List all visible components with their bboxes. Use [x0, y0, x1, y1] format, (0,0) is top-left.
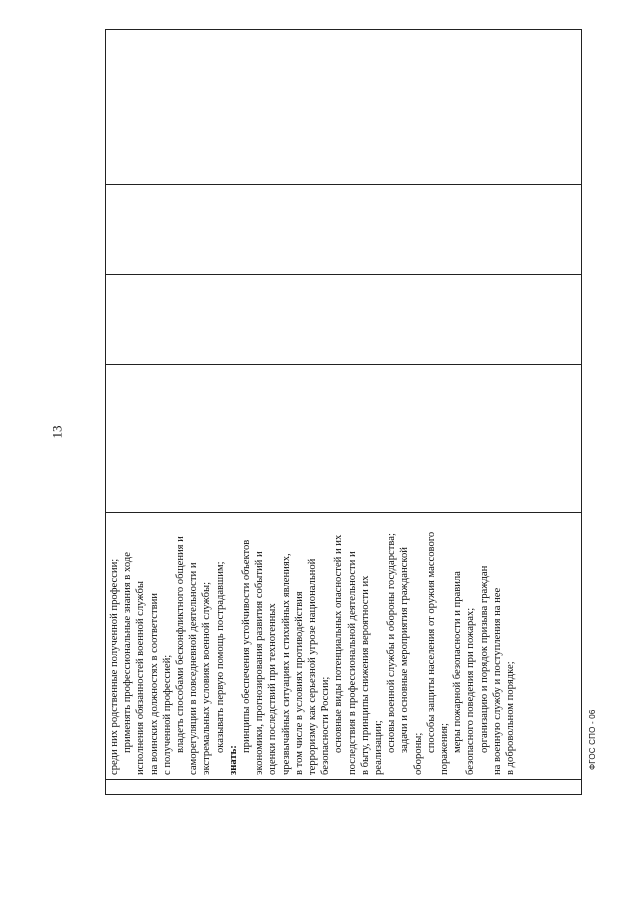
text-line: в том числе в условиях противодействия — [293, 591, 305, 775]
page-number: 13 — [49, 425, 65, 439]
table-row — [106, 30, 582, 795]
text-line: реализации; — [373, 720, 385, 775]
text-line: исполнения обязанностей военной службы — [135, 581, 147, 775]
skills-knowledge-cell — [106, 513, 582, 780]
text-line: основные виды потенциальных опасностей и их — [333, 534, 345, 753]
text-line: на воинских должностях в соответствии — [148, 593, 160, 775]
text-line: с полученной профессией; — [161, 654, 173, 775]
text-line: применять профессиональные знания в ходе — [122, 552, 134, 753]
skills-knowledge-text — [106, 513, 519, 779]
text-line: терроризму как серьезной угрозе национальной — [307, 558, 319, 775]
text-line: в добровольном порядке; — [505, 661, 517, 775]
text-line: последствия в профессиональной деятельности и — [346, 551, 358, 775]
text-line: способы защиты населения от оружия массового — [425, 531, 437, 753]
text-line: экономики, прогнозирования развития событий и — [254, 551, 266, 775]
text-line: оценки последствий при техногенных — [267, 603, 279, 775]
text-line: саморегуляции в повседневной деятельности и — [188, 562, 200, 775]
hours-cell-1 — [106, 365, 582, 513]
text-line: организацию и порядок призыва граждан — [478, 565, 490, 753]
text-line: меры пожарной безопасности и правила — [452, 571, 464, 753]
text-line: обороны; — [412, 732, 424, 775]
text-line: поражения; — [439, 722, 451, 775]
competency-table — [105, 29, 582, 795]
text-line: на военную службу и поступления на нее — [491, 587, 503, 775]
text-line: безопасного поведения при пожарах; — [465, 607, 477, 775]
discipline-cell — [106, 185, 582, 275]
footer-standard-code: ФГОС СПО - 06 — [588, 709, 597, 770]
text-line: владеть способами бесконфликтного общения и — [175, 536, 187, 753]
text-line: в быту, принципы снижения вероятности их — [359, 575, 371, 775]
rotated-page-sheet — [105, 30, 582, 795]
text-line: оказывать первую помощь пострадавшим; — [214, 561, 226, 753]
index-cell — [106, 780, 582, 795]
competency-codes-cell — [106, 30, 582, 185]
text-line: задачи и основные мероприятия гражданской — [399, 547, 411, 753]
text-line: среди них родственные полученной профессии; — [109, 558, 120, 775]
text-line: безопасности России; — [320, 676, 332, 775]
text-line: знать: — [227, 745, 239, 775]
text-line: чрезвычайных ситуациях и стихийных явлениях, — [280, 553, 292, 775]
text-line: экстремальных условиях военной службы; — [201, 581, 213, 775]
text-line: принципы обеспечения устойчивости объектов — [241, 539, 253, 753]
text-line: основы военной службы и обороны государства; — [386, 533, 398, 753]
hours-cell-2 — [106, 275, 582, 365]
